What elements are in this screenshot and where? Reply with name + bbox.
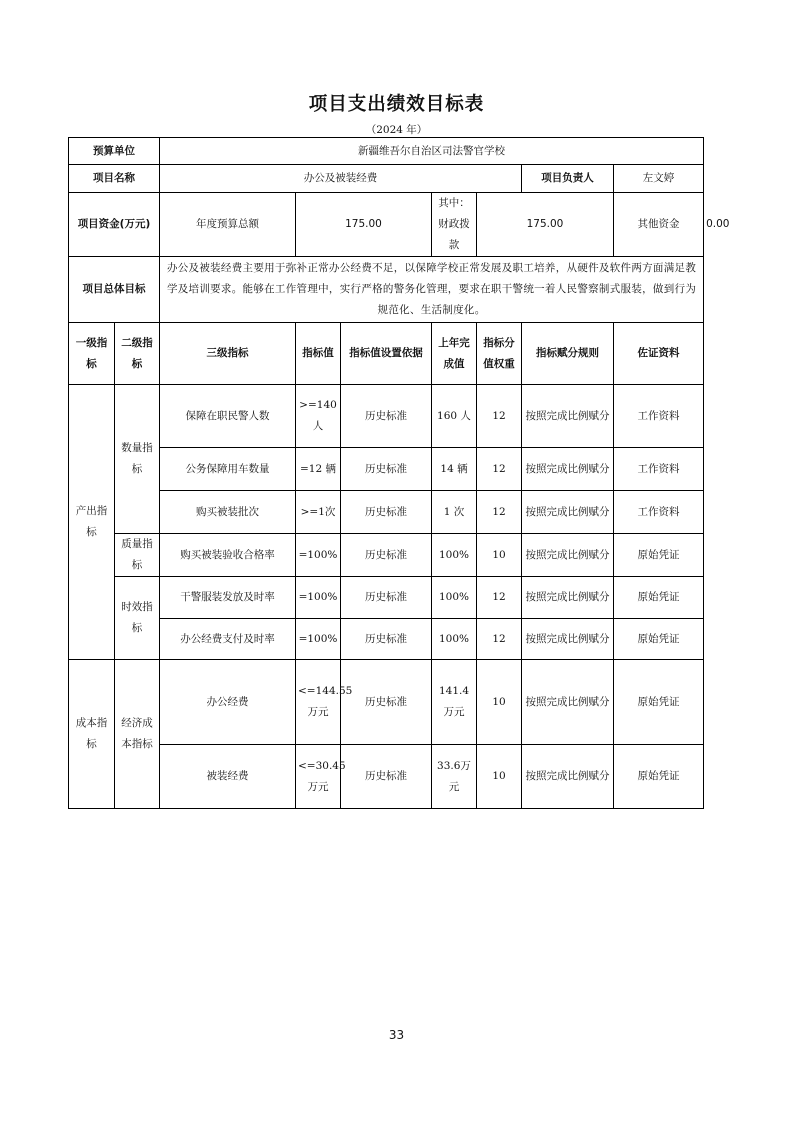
indicator-name: 保障在职民警人数 [160, 385, 296, 448]
group-economic: 经济成本指标 [115, 660, 160, 809]
other-label: 其他资金 [614, 193, 704, 257]
table-row [69, 491, 704, 534]
indicator-basis: 历史标准 [341, 619, 432, 660]
indicator-rule: 按照完成比例赋分 [522, 385, 614, 448]
indicator-basis: 历史标准 [341, 660, 432, 745]
fund-row: 项目资金(万元) 年度预算总额 175.00 其中：财政拨款 175.00 其他资金 0.00 [69, 193, 704, 257]
indicator-rule: 按照完成比例赋分 [522, 491, 614, 534]
indicator-weight: 10 [477, 534, 522, 577]
indicator-last: 160 人 [432, 385, 477, 448]
goal-row [69, 257, 704, 323]
leader-label: 项目负责人 [522, 165, 614, 193]
indicator-rule: 按照完成比例赋分 [522, 534, 614, 577]
indicator-basis: 历史标准 [341, 448, 432, 491]
indicator-basis: 历史标准 [341, 534, 432, 577]
annual-value: 175.00 [296, 193, 432, 257]
table-row [69, 745, 704, 809]
indicator-basis: 历史标准 [341, 577, 432, 619]
indicator-evidence: 工作资料 [614, 491, 704, 534]
indicator-last: 33.6万元 [432, 745, 477, 809]
name-label: 项目名称 [69, 165, 160, 193]
indicator-value: <=144.55 万元 [296, 660, 341, 745]
indicator-value: =100% [296, 619, 341, 660]
indicator-name: 办公经费 [160, 660, 296, 745]
indicator-evidence: 原始凭证 [614, 619, 704, 660]
fund-label: 项目资金(万元) [69, 193, 160, 257]
indicator-last: 1 次 [432, 491, 477, 534]
col-level2: 二级指标 [115, 323, 160, 385]
group-quality: 质量指标 [115, 534, 160, 577]
name-value: 办公及被装经费 [160, 165, 522, 193]
goal-text: 办公及被装经费主要用于弥补正常办公经费不足，以保障学校正常发展及职工培养，从硬件及软件两方面满足教学及培训要求。能够在工作管理中，实行严格的警务化管理，要求在职干警统一着人民警察制式服装，做到行为规范化、生活制度化。 [160, 257, 704, 323]
indicator-rule: 按照完成比例赋分 [522, 745, 614, 809]
table-row [69, 577, 704, 619]
col-level3: 三级指标 [160, 323, 296, 385]
indicator-value: <=30.45 万元 [296, 745, 341, 809]
col-value: 指标值 [296, 323, 341, 385]
indicator-value: =100% [296, 534, 341, 577]
indicator-name: 干警服装发放及时率 [160, 577, 296, 619]
table-row [69, 534, 704, 577]
indicator-value: >=1次 [296, 491, 341, 534]
indicator-value: =12 辆 [296, 448, 341, 491]
indicator-evidence: 原始凭证 [614, 660, 704, 745]
indicator-rule: 按照完成比例赋分 [522, 577, 614, 619]
col-weight: 指标分值权重 [477, 323, 522, 385]
indicator-rule: 按照完成比例赋分 [522, 619, 614, 660]
unit-row [69, 138, 704, 165]
table-row [69, 660, 704, 745]
indicator-name: 购买被装批次 [160, 491, 296, 534]
goal-label: 项目总体目标 [69, 257, 160, 323]
indicator-evidence: 原始凭证 [614, 534, 704, 577]
performance-table [68, 137, 730, 809]
year-label: （2024 年） [365, 124, 428, 136]
column-header-row [69, 323, 704, 385]
col-level1: 一级指标 [69, 323, 115, 385]
indicator-weight: 10 [477, 745, 522, 809]
indicator-name: 办公经费支付及时率 [160, 619, 296, 660]
indicator-name: 被装经费 [160, 745, 296, 809]
name-row [69, 165, 704, 193]
indicator-last: 100% [432, 619, 477, 660]
indicator-basis: 历史标准 [341, 491, 432, 534]
page-number: 33 [388, 1028, 405, 1042]
group-quantity: 数量指标 [115, 385, 160, 534]
indicator-weight: 12 [477, 577, 522, 619]
indicator-last: 141.4万元 [432, 660, 477, 745]
fiscal-label: 其中：财政拨款 [432, 193, 477, 257]
annual-label: 年度预算总额 [160, 193, 296, 257]
indicator-last: 100% [432, 534, 477, 577]
indicator-name: 公务保障用车数量 [160, 448, 296, 491]
group-output: 产出指标 [69, 385, 115, 660]
indicator-weight: 12 [477, 491, 522, 534]
leader-value: 左文婷 [614, 165, 704, 193]
table-row [69, 385, 704, 448]
table-row [69, 448, 704, 491]
indicator-evidence: 工作资料 [614, 385, 704, 448]
indicator-weight: 10 [477, 660, 522, 745]
indicator-rule: 按照完成比例赋分 [522, 660, 614, 745]
unit-value: 新疆维吾尔自治区司法警官学校 [160, 138, 704, 165]
col-basis: 指标值设置依据 [341, 323, 432, 385]
group-timeliness: 时效指标 [115, 577, 160, 660]
indicator-weight: 12 [477, 385, 522, 448]
indicator-name: 购买被装验收合格率 [160, 534, 296, 577]
fiscal-value: 175.00 [477, 193, 614, 257]
indicator-rule: 按照完成比例赋分 [522, 448, 614, 491]
indicator-evidence: 原始凭证 [614, 577, 704, 619]
indicator-value: =100% [296, 577, 341, 619]
col-evidence: 佐证资料 [614, 323, 704, 385]
indicator-weight: 12 [477, 619, 522, 660]
page-title: 项目支出绩效目标表 [308, 94, 485, 115]
indicator-basis: 历史标准 [341, 745, 432, 809]
col-last: 上年完成值 [432, 323, 477, 385]
indicator-basis: 历史标准 [341, 385, 432, 448]
table-row [69, 619, 704, 660]
indicator-evidence: 原始凭证 [614, 745, 704, 809]
indicator-last: 100% [432, 577, 477, 619]
unit-label: 预算单位 [69, 138, 160, 165]
indicator-value: >=140人 [296, 385, 341, 448]
indicator-last: 14 辆 [432, 448, 477, 491]
indicator-weight: 12 [477, 448, 522, 491]
group-cost: 成本指标 [69, 660, 115, 809]
indicator-evidence: 工作资料 [614, 448, 704, 491]
col-rule: 指标赋分规则 [522, 323, 614, 385]
